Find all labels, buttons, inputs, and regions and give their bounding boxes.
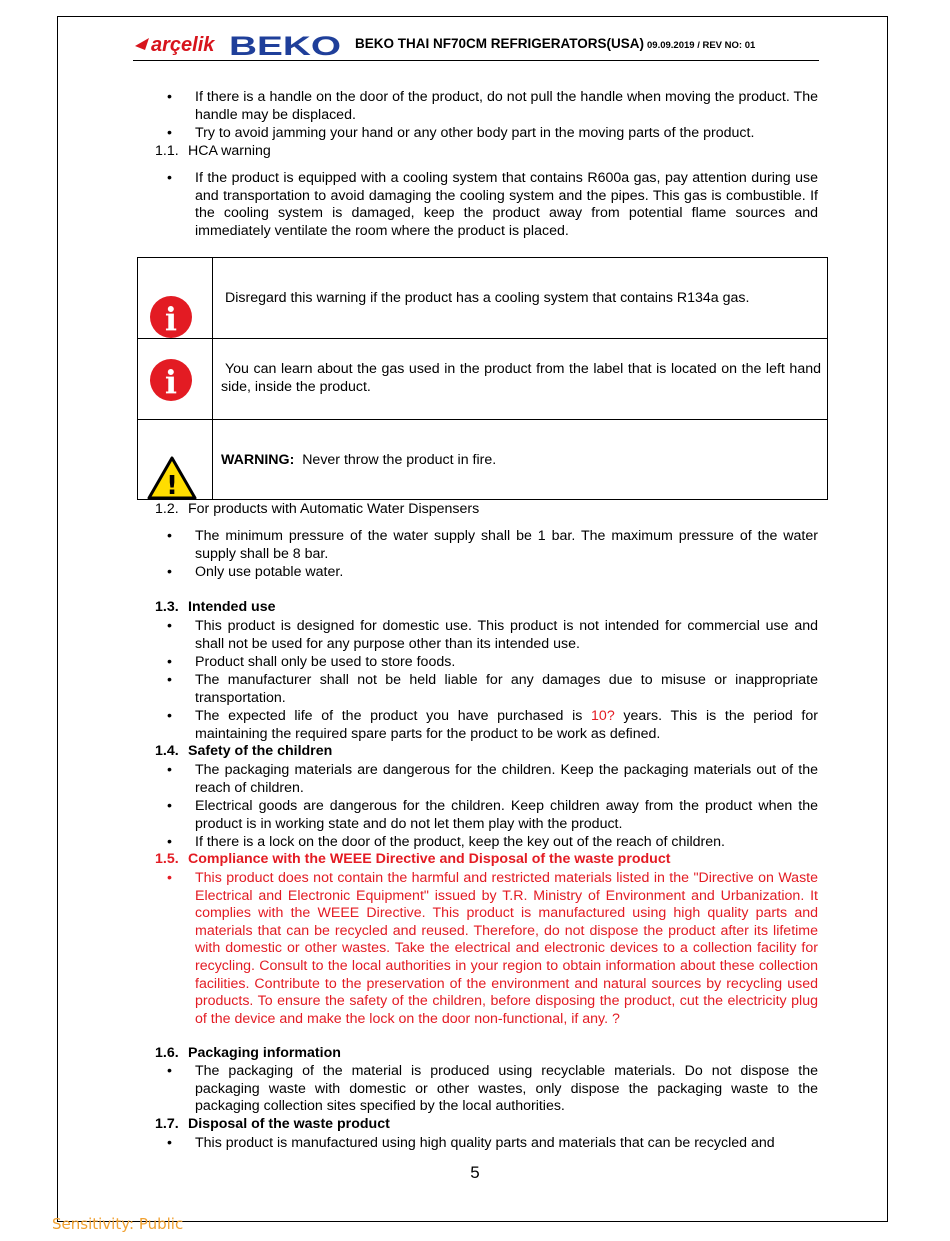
list-item: • The packaging materials are dangerous for the children. Keep the packaging materials out of the reach of children. — [167, 762, 818, 796]
section-heading-1-6: 1.6. Packaging information — [155, 1045, 341, 1061]
list-item: • The packaging of the material is produced using recyclable materials. Do not dispose the packaging waste with domestic or other wastes, only dispose the packaging waste to the packaging collection sites specified by the local authorities. — [167, 1063, 818, 1115]
logo-beko-text: BEKO — [229, 31, 341, 58]
sensitivity-label: Sensitivity: Public — [52, 1215, 184, 1233]
header-date-rev: 09.09.2019 / REV NO: 01 — [647, 40, 756, 51]
header-title — [355, 36, 755, 51]
list-item: • If there is a handle on the door of the product, do not pull the handle when moving the product. The handle may be displaced. — [167, 89, 818, 123]
header-title-text: BEKO THAI NF70CM REFRIGERATORS(USA) — [355, 36, 645, 51]
section-heading-1-2: 1.2. For products with Automatic Water Dispensers — [155, 501, 480, 517]
list-item: • This product does not contain the harmful and restricted materials listed in the "Directive on Waste Electrical and Electronic Equipment" issued by T.R. Ministry of Environment and Urbanization. It complies with the WEEE Directive. This product is manufactured using high quality parts and materials that can be recycled and reused. Therefore, do not dispose the product after its lifetime with domestic or other wastes. Take the electrical and electronic devices to a collection facility for recycling. Consult to the local authorities in your region to obtain information about these collection facilities. Contribute to the preservation of the environment and natural sources by recycling used products. To ensure the safety of the children, before disposing the product, cut the electricity plug of the device and make the lock on the door non-functional, if any. ? — [167, 870, 818, 1027]
list-item: • The manufacturer shall not be held liable for any damages due to misuse or inappropriate transportation. — [167, 672, 818, 706]
list-item: • This product is designed for domestic use. This product is not intended for commercial use and shall not be used for any purpose other than its intended use. — [167, 618, 818, 652]
list-item: • Product shall only be used to store foods. — [167, 654, 456, 670]
section-heading-1-5: 1.5. Compliance with the WEEE Directive and Disposal of the waste product — [155, 851, 671, 867]
svg-text:i: i — [164, 300, 178, 338]
warning-row-1-text: Disregard this warning if the product has a cooling system that contains R134a gas. — [225, 290, 750, 306]
list-item: • This product is manufactured using high quality parts and materials that can be recycled and — [167, 1135, 775, 1151]
list-item: • If there is a lock on the door of the product, keep the key out of the reach of children. — [167, 834, 725, 850]
warning-row-2-text: You can learn about the gas used in the product from the label that is located on the left hand side, inside the product. — [221, 361, 821, 395]
list-item: • Only use potable water. — [167, 564, 344, 580]
page-number: 5 — [470, 1163, 480, 1182]
list-item: • The minimum pressure of the water supply shall be 1 bar. The maximum pressure of the water supply shall be 8 bar. — [167, 528, 818, 562]
info-icon — [149, 295, 193, 339]
warning-row-3-text: WARNING: Never throw the product in fire. — [221, 452, 497, 468]
info-icon — [149, 358, 193, 402]
list-item: • Electrical goods are dangerous for the children. Keep children away from the product when the product is in working state and do not let them play with the product. — [167, 798, 818, 832]
page-header — [133, 30, 819, 61]
section-heading-1-7: 1.7. Disposal of the waste product — [155, 1116, 390, 1132]
svg-text:i: i — [164, 363, 178, 401]
list-item: • The expected life of the product you have purchased is 10? years. This is the period for maintaining the required spare parts for the product to be work as defined. — [167, 708, 818, 742]
arcelik-beko-logo — [133, 30, 343, 58]
section-heading-1-3: 1.3. Intended use — [155, 599, 276, 615]
svg-text:!: ! — [166, 471, 178, 500]
warning-table — [137, 257, 828, 500]
warning-triangle-icon — [147, 456, 197, 500]
list-item: • Try to avoid jamming your hand or any other body part in the moving parts of the product. — [167, 125, 755, 141]
expected-life-value: 10? — [591, 708, 615, 724]
section-heading-1-1: 1.1. HCA warning — [155, 143, 271, 159]
section-heading-1-4: 1.4. Safety of the children — [155, 743, 333, 759]
list-item: • If the product is equipped with a cooling system that contains R600a gas, pay attention during use and transportation to avoid damaging the cooling system and the pipes. This gas is combustible. If the cooling system is damaged, keep the product away from potential flame sources and immediately ventilate the room where the product is placed. — [167, 170, 818, 239]
logo-arcelik-text: arçelik — [151, 34, 215, 56]
